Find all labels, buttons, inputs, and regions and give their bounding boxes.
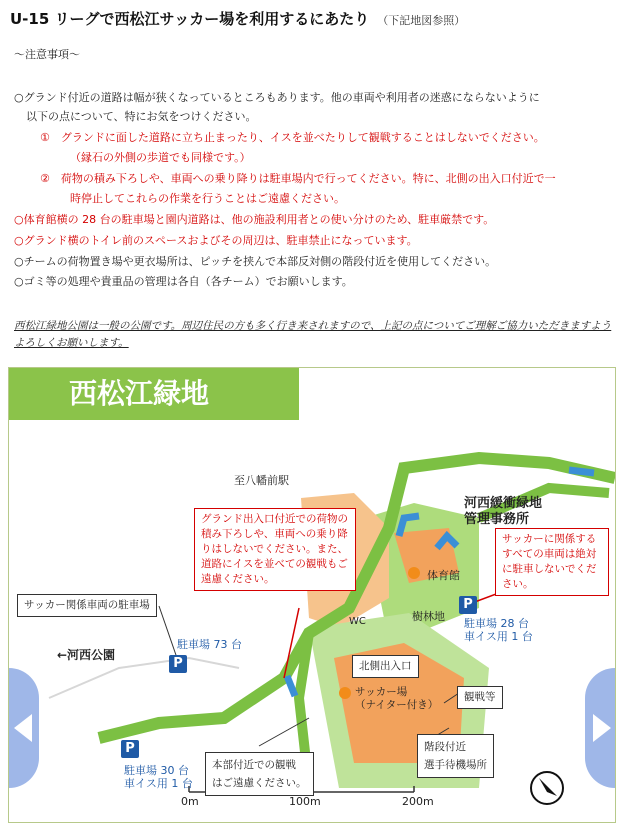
park-map [8, 367, 616, 823]
parking-28-line-2: 車イス用 1 台 [464, 630, 533, 643]
leader-soccer-parking [159, 606, 177, 658]
label-office [464, 496, 542, 528]
scale-100: 100m [289, 795, 321, 808]
label-parking-73: 駐車場 73 台 [177, 638, 242, 651]
label-wc: WC [349, 616, 366, 627]
scale-200: 200m [402, 795, 434, 808]
map-title: 西松江緑地 [9, 368, 299, 420]
hq-line-2: はご遠慮ください。 [212, 777, 307, 789]
parking-icon: P [169, 655, 187, 673]
note-sub-2-line-2: 時停止してこれらの作業を行うことはご遠慮ください。 [70, 192, 345, 205]
label-parking-28 [464, 617, 533, 643]
title-text: U-15 リーグで西松江サッカー場を利用するにあたり [10, 10, 370, 28]
arrow-road-4 [569, 470, 594, 473]
gym-marker-icon [408, 567, 420, 579]
parking-icon: P [121, 740, 139, 758]
callout-viewing: 観戦等 [457, 686, 503, 709]
parking-icon: P [459, 596, 477, 614]
footer-note: 西松江緑地公園は一般の公園です。周辺住民の方も多く行き来されますので、上記の点についてご理解ご協力いただきますようよろしくお願いします。 [14, 320, 612, 349]
callout-hq [205, 752, 314, 796]
note-sub-1-line-2: （縁石の外側の歩道でも同様です。） [70, 151, 251, 164]
page-title [10, 8, 465, 29]
stairs-line-1: 階段付近 [424, 741, 466, 753]
office-line-2: 管理事務所 [464, 512, 530, 527]
note-item-1-line-2: 以下の点について、特にお気をつけください。 [26, 110, 257, 123]
parking-28-line-1: 駐車場 28 台 [464, 617, 529, 630]
map-reference: （下記地図参照） [377, 14, 466, 27]
hq-line-1: 本部付近での観戦 [212, 759, 296, 771]
road-edge [49, 658, 239, 698]
note-item-2: ○体育館横の 28 台の駐車場と園内道路は、他の施設利用者との使い分けのため、駐車厳禁です。 [14, 213, 495, 226]
next-button[interactable] [585, 668, 616, 788]
callout-soccer-parking: サッカー関係車両の駐車場 [17, 594, 157, 617]
note-sub-2-line-1: ② 荷物の積み下ろしや、車両への乗り降りは駐車場内で行ってください。特に、北側の出入口付近で一 [40, 172, 556, 185]
prev-button[interactable] [8, 668, 39, 788]
arrow-right-icon [593, 714, 611, 742]
scale-0: 0m [181, 795, 199, 808]
soccer-line-2: （ナイター付き） [355, 699, 439, 711]
note-sub-1-line-1: ① グランドに面した道路に立ち止まったり、イスを並べたりして観戦することはしないでください。 [40, 131, 545, 144]
label-kasai-park: ←河西公園 [57, 648, 116, 662]
parking-30-line-1: 駐車場 30 台 [124, 764, 189, 777]
soccer-marker-icon [339, 687, 351, 699]
callout-north-gate: 北側出入口 [352, 655, 419, 678]
office-line-1: 河西緩衝緑地 [464, 496, 543, 511]
note-item-1-line-1: ○グランド付近の道路は幅が狭くなっているところもあります。他の車両や利用者の迷惑にならないように [14, 91, 540, 104]
label-parking-30 [124, 764, 193, 790]
callout-no-unloading: グランド出入口付近での荷物の積み下ろしや、車両への乗り降りはしないでください。また、道路にイスを並べての観戦もご遠慮ください。 [194, 508, 356, 591]
section-label: 〜注意事項〜 [14, 48, 80, 61]
label-to-hachiman: 至八幡前駅 [234, 474, 289, 487]
note-item-3: ○グランド横のトイレ前のスペースおよびその周辺は、駐車禁止になっています。 [14, 234, 418, 247]
arrow-left-icon [14, 714, 32, 742]
parking-30-line-2: 車イス用 1 台 [124, 777, 193, 790]
label-woods: 樹林地 [412, 610, 445, 623]
stairs-line-2: 選手待機場所 [424, 759, 487, 771]
callout-stairs [417, 734, 494, 778]
arrow-road-3 [287, 676, 295, 696]
callout-no-parking: サッカーに関係するすべての車両は絶対に駐車しないでください。 [495, 528, 609, 596]
soccer-line-1: サッカー場 [355, 686, 408, 698]
label-soccer-field [355, 686, 438, 712]
label-gym: 体育館 [427, 569, 460, 582]
note-item-5: ○ゴミ等の処理や貴重品の管理は各自（各チーム）でお願いします。 [14, 275, 353, 288]
note-item-4: ○チームの荷物置き場や更衣場所は、ピッチを挟んで本部反対側の階段付近を使用してください。 [14, 255, 497, 268]
